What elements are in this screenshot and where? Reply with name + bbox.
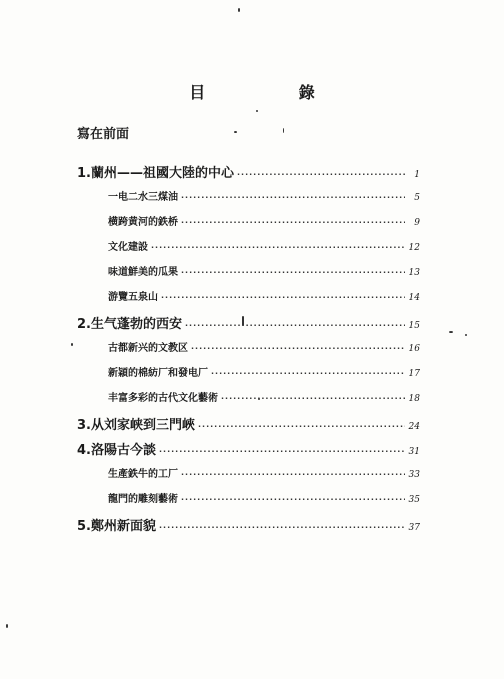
dot-leader — [181, 495, 405, 504]
page-number: 37 — [408, 523, 420, 533]
section-title: 游覽五泉山 — [108, 292, 158, 303]
chapter-title: 从刘家峡到三門峽 — [90, 418, 195, 433]
page-number: 35 — [408, 495, 420, 505]
scan-speck — [6, 624, 8, 628]
chapter-number: 4. — [77, 443, 91, 458]
section-title: 一电二水三煤油 — [108, 192, 178, 203]
dot-leader — [198, 422, 405, 431]
dot-leader — [159, 523, 405, 532]
toc-section[interactable] — [108, 364, 420, 379]
page-title: 目 錄 — [189, 83, 359, 102]
toc-section[interactable] — [108, 238, 420, 253]
toc-section[interactable] — [108, 389, 420, 404]
section-title: 生產鉄牛的工厂 — [108, 469, 178, 480]
page-number: 18 — [408, 394, 420, 404]
section-title: 文化建設 — [108, 242, 148, 253]
section-title: 横跨黄河的鉄桥 — [108, 217, 178, 228]
dot-leader — [181, 218, 405, 227]
chapter-title: 鄭州新面貌 — [90, 519, 156, 534]
scan-speck — [283, 128, 284, 133]
toc-chapter-5[interactable] — [77, 515, 420, 534]
section-title: 新穎的棉紡厂和發电厂 — [108, 368, 208, 379]
dot-leader — [221, 394, 405, 403]
toc-section[interactable] — [108, 465, 420, 480]
toc-section[interactable] — [108, 339, 420, 354]
dot-leader — [161, 293, 405, 302]
chapter-number: 5. — [77, 519, 91, 534]
scan-speck — [465, 334, 467, 336]
chapter-number: 3. — [77, 418, 91, 433]
dot-leader — [159, 447, 405, 456]
dot-leader — [151, 243, 405, 252]
page-number: 5 — [414, 193, 420, 203]
toc-chapter-3[interactable] — [77, 414, 420, 433]
dot-leader — [191, 344, 405, 353]
toc-section[interactable] — [108, 213, 420, 228]
toc-chapter-2[interactable] — [77, 313, 420, 332]
toc-chapter-4[interactable] — [77, 439, 420, 458]
toc-chapter-1[interactable] — [77, 162, 420, 181]
dot-leader — [181, 470, 405, 479]
page-number: 9 — [414, 218, 420, 228]
page-number: 24 — [408, 422, 420, 432]
page-number: 12 — [408, 243, 420, 253]
toc-section[interactable] — [108, 288, 420, 303]
scan-speck — [71, 343, 73, 346]
chapter-number: 2. — [77, 317, 91, 332]
chapter-number: 1. — [77, 166, 91, 181]
scan-speck — [234, 131, 237, 133]
section-title: 古都新兴的文教区 — [108, 343, 188, 354]
scan-speck — [242, 316, 244, 326]
page-number: 31 — [408, 447, 420, 457]
scan-speck — [238, 8, 240, 12]
dot-leader — [181, 268, 405, 277]
section-title: 丰富多彩的古代文化藝術 — [108, 393, 218, 404]
page-number: 14 — [408, 293, 420, 303]
toc-section[interactable] — [108, 188, 420, 203]
toc-section[interactable] — [108, 263, 420, 278]
page-number: 16 — [408, 344, 420, 354]
chapter-title: 生气蓬勃的西安 — [90, 317, 182, 332]
toc-section[interactable] — [108, 490, 420, 505]
scan-speck — [449, 331, 453, 333]
page-number: 33 — [408, 470, 420, 480]
chapter-title: 蘭州——祖國大陸的中心 — [90, 166, 234, 181]
page-number: 17 — [408, 369, 420, 379]
dot-leader — [211, 369, 405, 378]
dot-leader — [185, 321, 405, 330]
section-title: 龍門的雕刻藝術 — [108, 494, 178, 505]
page-number: 13 — [408, 268, 420, 278]
preface-heading: 寫在前面 — [77, 127, 130, 142]
page-number: 15 — [408, 321, 420, 331]
dot-leader — [237, 170, 405, 179]
scan-speck — [256, 110, 258, 112]
dot-leader — [181, 193, 405, 202]
chapter-title: 洛陽古今談 — [90, 443, 156, 458]
page-number: 1 — [414, 170, 420, 180]
section-title: 味道鮮美的瓜果 — [108, 267, 178, 278]
scan-speck — [258, 398, 260, 400]
